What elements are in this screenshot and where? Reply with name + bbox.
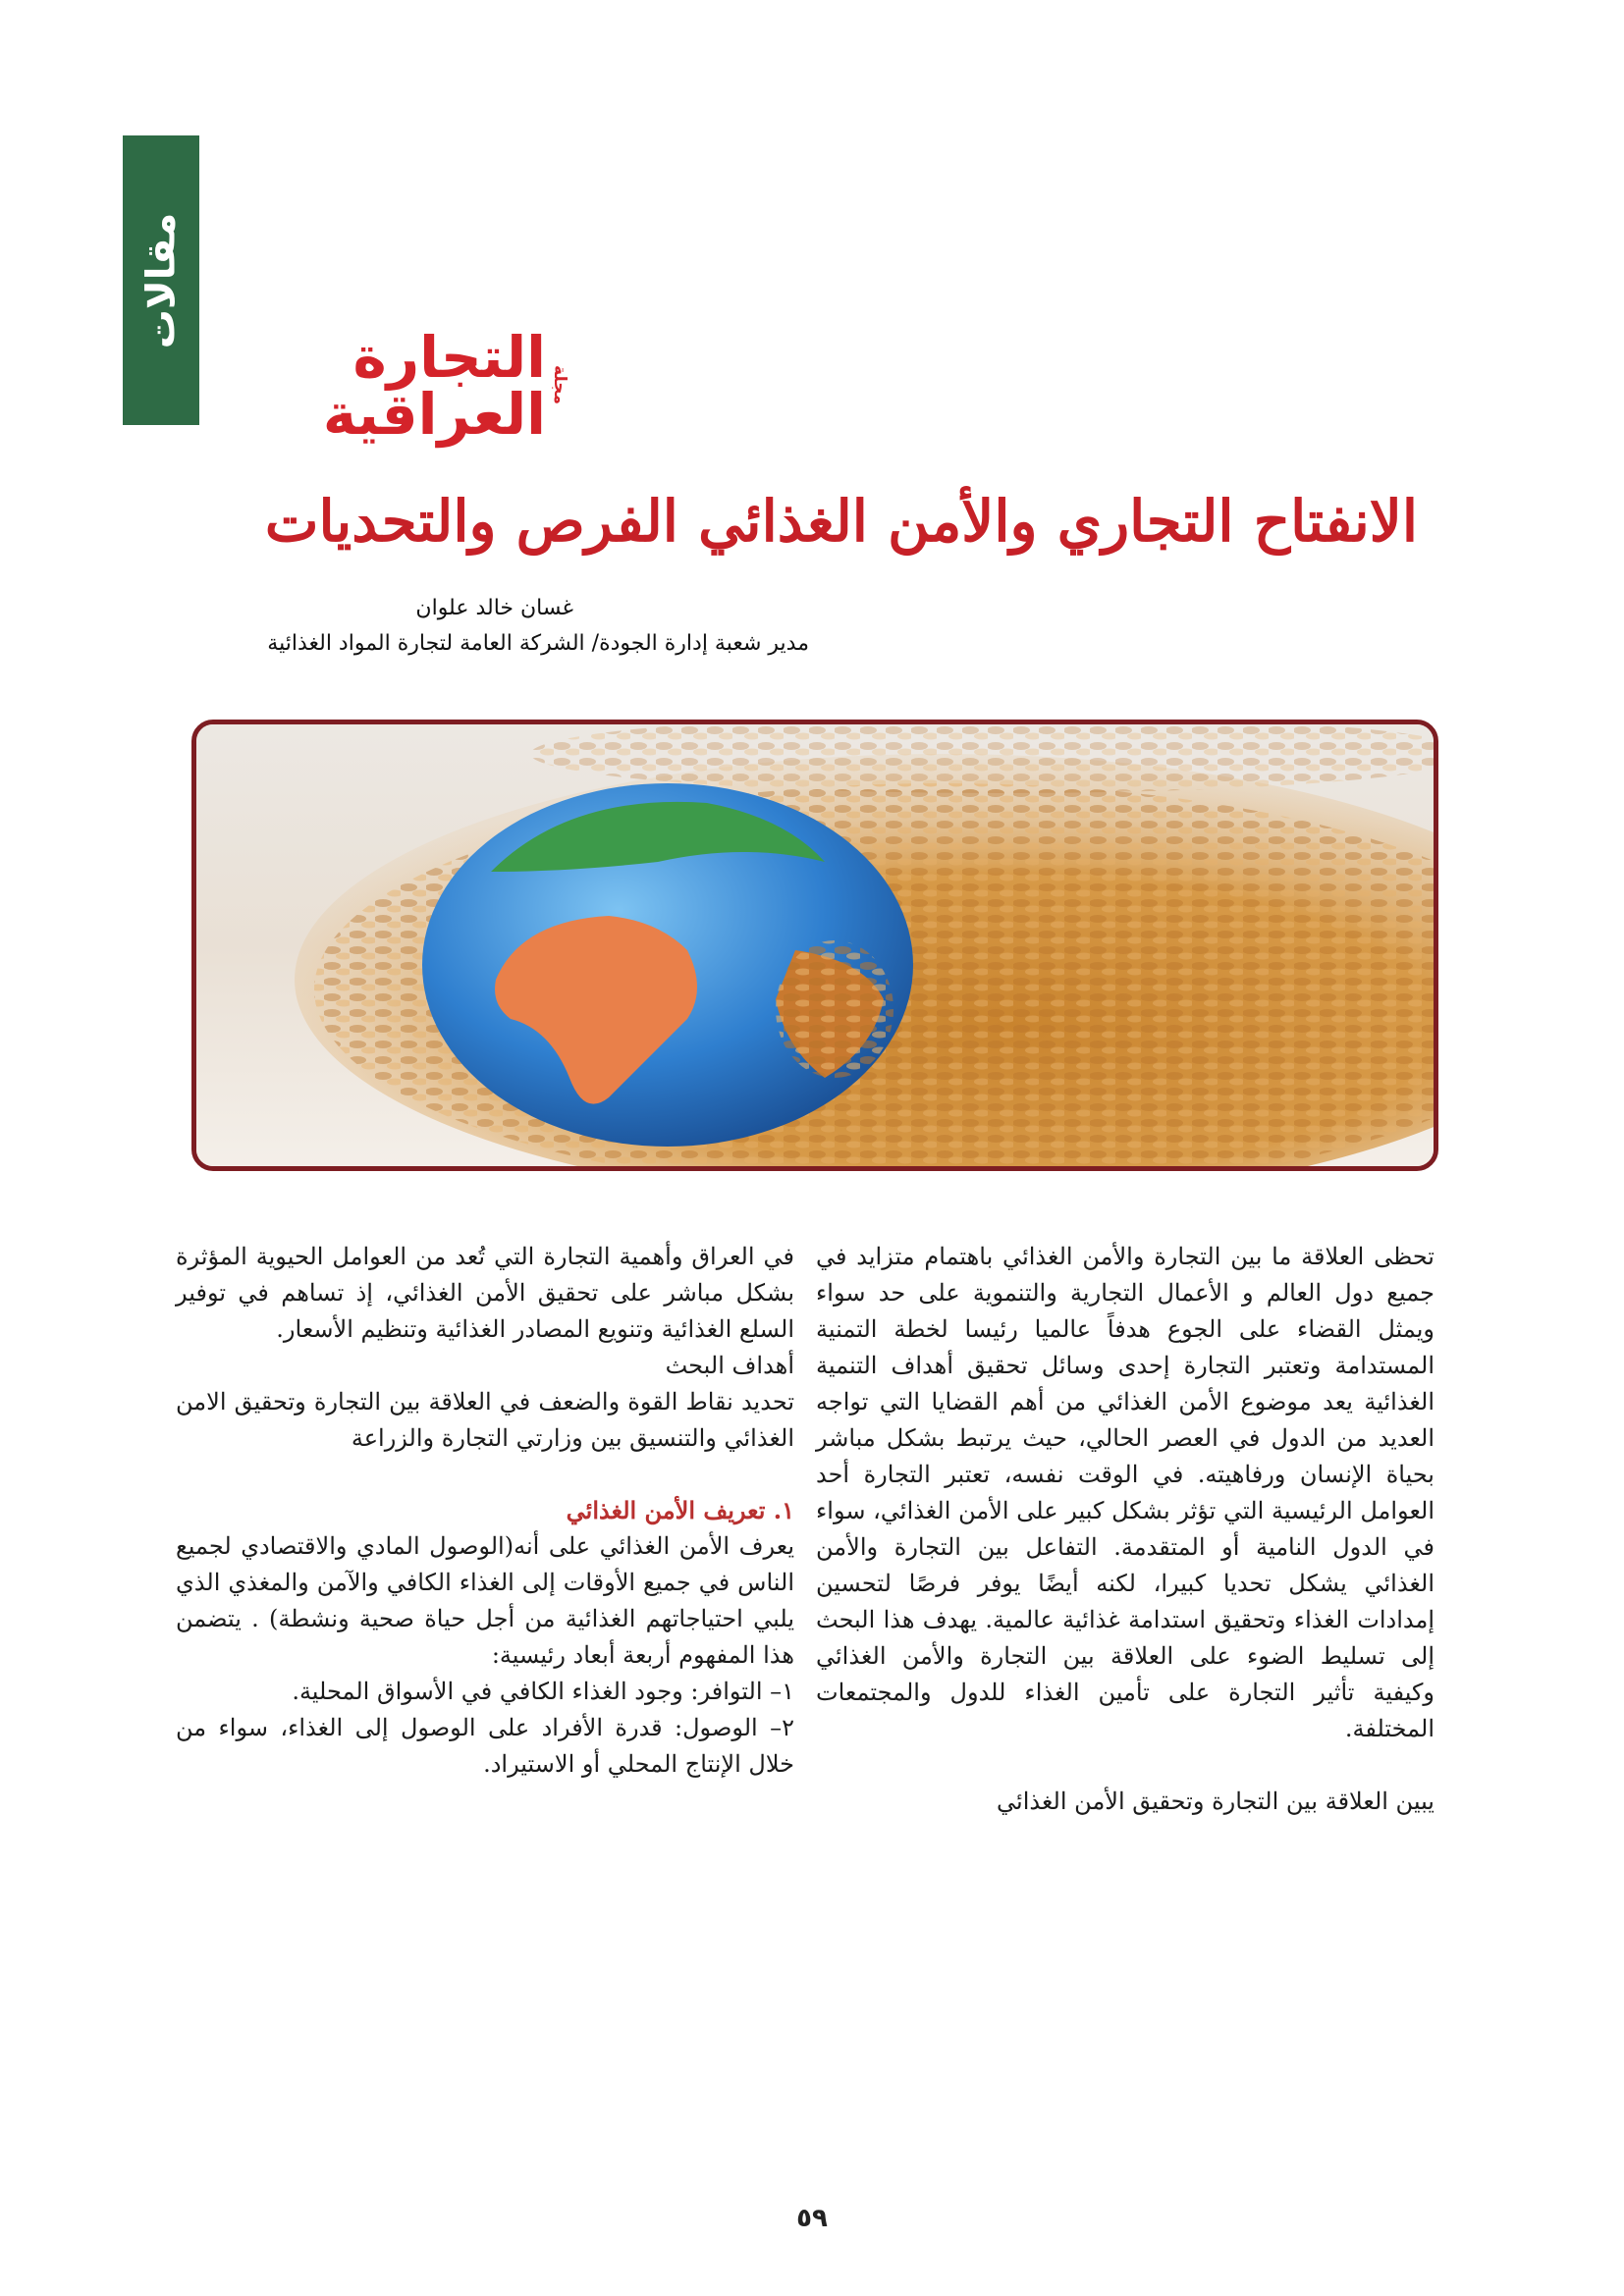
page-number: ٥٩ <box>796 2204 828 2233</box>
paragraph-relationship: يبين العلاقة بين التجارة وتحقيق الأمن الغذائي <box>997 1788 1435 1815</box>
photo-illustration <box>196 724 1434 1166</box>
article-title: الانفتاح التجاري والأمن الغذائي الفرص والتحديات <box>264 488 1418 555</box>
logo-name: التجارة العراقية <box>322 323 546 448</box>
dimension-availability: ١– التوافر: وجود الغذاء الكافي في الأسواق المحلية. <box>292 1678 794 1705</box>
article-column-right <box>816 1239 1435 1820</box>
dimension-access: ٢– الوصول: قدرة الأفراد على الوصول إلى الغذاء، سواء من خلال الإنتاج المحلي أو الاستيراد. <box>176 1714 794 1778</box>
paragraph-intro: تحظى العلاقة ما بين التجارة والأمن الغذائي باهتمام متزايد في جميع دول العالم و الأعمال التجارية والتنموية على حد سواء ويمثل القضاء على الجوع هدفاً عالميا رئيسا لخطة التمنية المستدامة وتعتبر التجارة إحدى وسائل تحقيق أهداف التنمية الغذائية يعد موضوع الأمن الغذائي من أهم القضايا التي تواجه العديد من الدول في العصر الحالي، حيث يرتبط بشكل مباشر بحياة الإنسان ورفاهيته. في الوقت نفسه، تعتبر التجارة أحد العوامل الرئيسية التي تؤثر بشكل كبير على الأمن الغذائي، سواء في الدول النامية أو المتقدمة. التفاعل بين التجارة والأمن الغذائي يشكل تحديا كبيرا، لكنه أيضًا يوفر فرصًا لتحسين إمدادات الغذاء وتحقيق استدامة غذائية عالمية. يهدف هذا البحث إلى تسليط الضوء على العلاقة بين التجارة والأمن الغذائي وكيفية تأثير التجارة على تأمين الغذاء للدول والمجتمعات المختلفة. <box>816 1243 1435 1742</box>
definition-text: يعرف الأمن الغذائي على أنه(الوصول المادي والاقتصادي لجميع الناس في جميع الأوقات إلى الغذاء الكافي والآمن والمغذي الذي يلبي احتياجاتهم الغذائية من أجل حياة صحية ونشطة) . يتضمن هذا المفهوم أربعة أبعاد رئيسية: <box>176 1532 794 1669</box>
paragraph-iraq: في العراق وأهمية التجارة التي تُعد من العوامل الحيوية المؤثرة بشكل مباشر على تحقيق الأمن الغذائي، إذ تساهم في توفير السلع الغذائية وتنويع المصادر الغذائية وتنظيم الأسعار. <box>176 1243 794 1343</box>
section-tab-label: مقالات <box>138 212 184 348</box>
section-heading-definition: ١. تعريف الأمن الغذائي <box>566 1496 794 1524</box>
author-name: غسان خالد علوان <box>415 596 573 620</box>
magazine-logo <box>206 323 569 448</box>
section-tab <box>123 135 199 425</box>
globe-in-wheat-photo <box>191 720 1438 1171</box>
objectives-text: تحديد نقاط القوة والضعف في العلاقة بين التجارة وتحقيق الامن الغذائي والتنسيق بين وزارتي التجارة والزراعة <box>176 1388 794 1452</box>
objectives-heading: أهداف البحث <box>665 1352 794 1379</box>
logo-tag: مجلة <box>550 365 569 405</box>
author-position: مدير شعبة إدارة الجودة/ الشركة العامة لتجارة المواد الغذائية <box>267 631 809 656</box>
article-column-left <box>176 1239 794 1783</box>
author-block <box>102 591 809 662</box>
